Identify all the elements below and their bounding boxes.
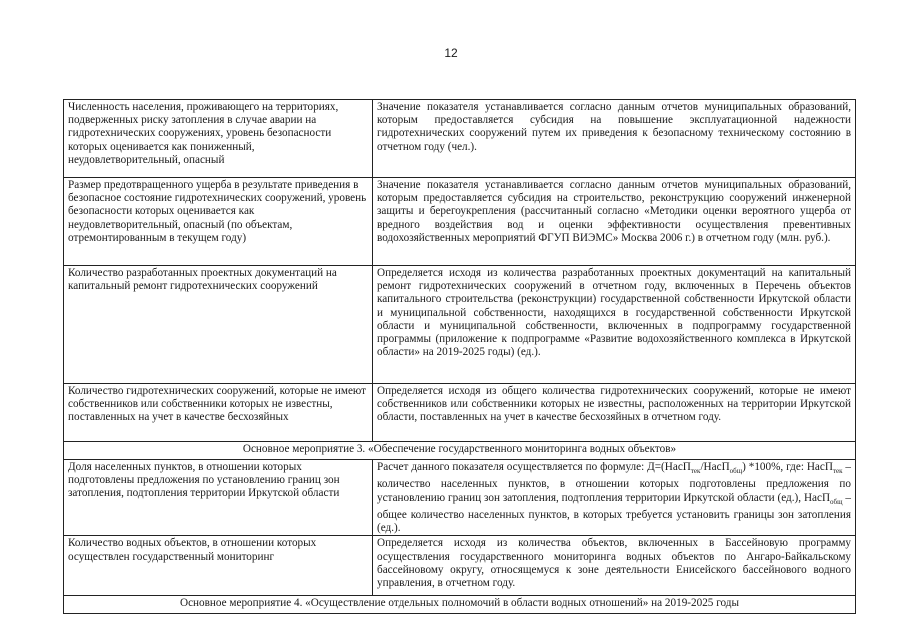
indicator-table: [63, 99, 856, 614]
section-heading-row: [64, 442, 856, 460]
formula-text: Расчет данного показателя осуществляется по формуле: Д=(НасП: [377, 461, 691, 473]
indicator-description: Определяется исходя из общего количества гидротехнических сооружений, которые не имеют собственников или собственники которых не известны, расположенных на территории Иркутской области, поставленных на учет в качестве бесхозяйных в отчетном году.: [373, 384, 856, 442]
table-row: [64, 460, 856, 536]
indicator-description: Значение показателя устанавливается согласно данным отчетов муниципальных образований, которым предоставляется субсидия на повышение эксплуатационной надежности гидротехнических сооружений путем их приведения к безопасному техническому состоянию в отчетном году (чел.).: [373, 100, 856, 178]
table-row: [64, 178, 856, 266]
indicator-description: Определяется исходя из количества разработанных проектных документаций на капитальный ремонт гидротехнических сооружений в отчетном году, включенных в Перечень объектов капитального строительства (реконструкции) государственной собственности Иркутской области и муниципальной собственности, находящихся в государственной собственности Иркутской области и муниципальной собственности, включенных в подпрограмму государственной программы (приложение к подпрограмме «Развитие водохозяйственного комплекса в Иркутской области» на 2019-2025 годы) (ед.).: [373, 266, 856, 384]
table-row: [64, 266, 856, 384]
subscript: тек: [690, 467, 701, 476]
indicator-name: Доля населенных пунктов, в отношении которых подготовлены предложения по установлению границ зон затопления, подтопления территории Иркутской области: [64, 460, 373, 536]
subscript: общ: [729, 467, 743, 476]
formula-text: /НасП: [700, 461, 730, 473]
formula-text: ) *100%, где: НасП: [742, 461, 833, 473]
indicator-description: Определяется исходя из количества объектов, включенных в Бассейновую программу осуществления государственного мониторинга водных объектов по Ангаро-Байкальскому бассейновому округу, относящемуся к зоне деятельности Енисейского бассейнового водного управления, в отчетном году.: [373, 536, 856, 596]
indicator-name: Количество гидротехнических сооружений, которые не имеют собственников или собственники которых не известны, поставленных на учет в качестве бесхозяйных: [64, 384, 373, 442]
formula-text: – количество населенных пунктов, в отношении которых подготовлены предложения по установлению границ зон затопления, подтопления территории Иркутской области (ед.), НасП: [377, 461, 852, 504]
indicator-name: Количество разработанных проектных документаций на капитальный ремонт гидротехнических сооружений: [64, 266, 373, 384]
section-heading: Основное мероприятие 4. «Осуществление отдельных полномочий в области водных отношений» на 2019-2025 годы: [64, 596, 856, 614]
table-row: [64, 384, 856, 442]
indicator-formula: [373, 460, 856, 536]
table-row: [64, 536, 856, 596]
indicator-description: Значение показателя устанавливается согласно данным отчетов муниципальных образований, которым предоставляется субсидия на строительство, реконструкцию сооружений инженерной защиты и берегоукрепления (рассчитанный согласно «Методики оценки вероятного ущерба от вредного воздействия вод и оценки эффективности осуществления превентивных водохозяйственных мероприятий ФГУП ВИЭМС» Москва 2006 г.) в отчетном году (млн. руб.).: [373, 178, 856, 266]
subscript: общ: [830, 497, 843, 506]
formula-text: – общее количество населенных пунктов, в которых требуется установить границы зон затопления (ед.).: [377, 491, 851, 535]
section-heading: Основное мероприятие 3. «Обеспечение государственного мониторинга водных объектов»: [64, 442, 856, 460]
page-number: 12: [444, 46, 458, 60]
subscript: тек: [832, 467, 843, 476]
indicator-name: Размер предотвращенного ущерба в результате приведения в безопасное состояние гидротехнических сооружений, уровень безопасности которых оценивается как неудовлетворительный, опасный (по объектам, отремонтированным в текущем году): [64, 178, 373, 266]
table-row: [64, 100, 856, 178]
indicator-name: Численность населения, проживающего на территориях, подверженных риску затопления в случае аварии на гидротехнических сооружениях, уровень безопасности которых оценивается как пониженный, неудовлетворительный, опасный: [64, 100, 373, 178]
section-heading-row: [64, 596, 856, 614]
indicator-name: Количество водных объектов, в отношении которых осуществлен государственный мониторинг: [64, 536, 373, 596]
